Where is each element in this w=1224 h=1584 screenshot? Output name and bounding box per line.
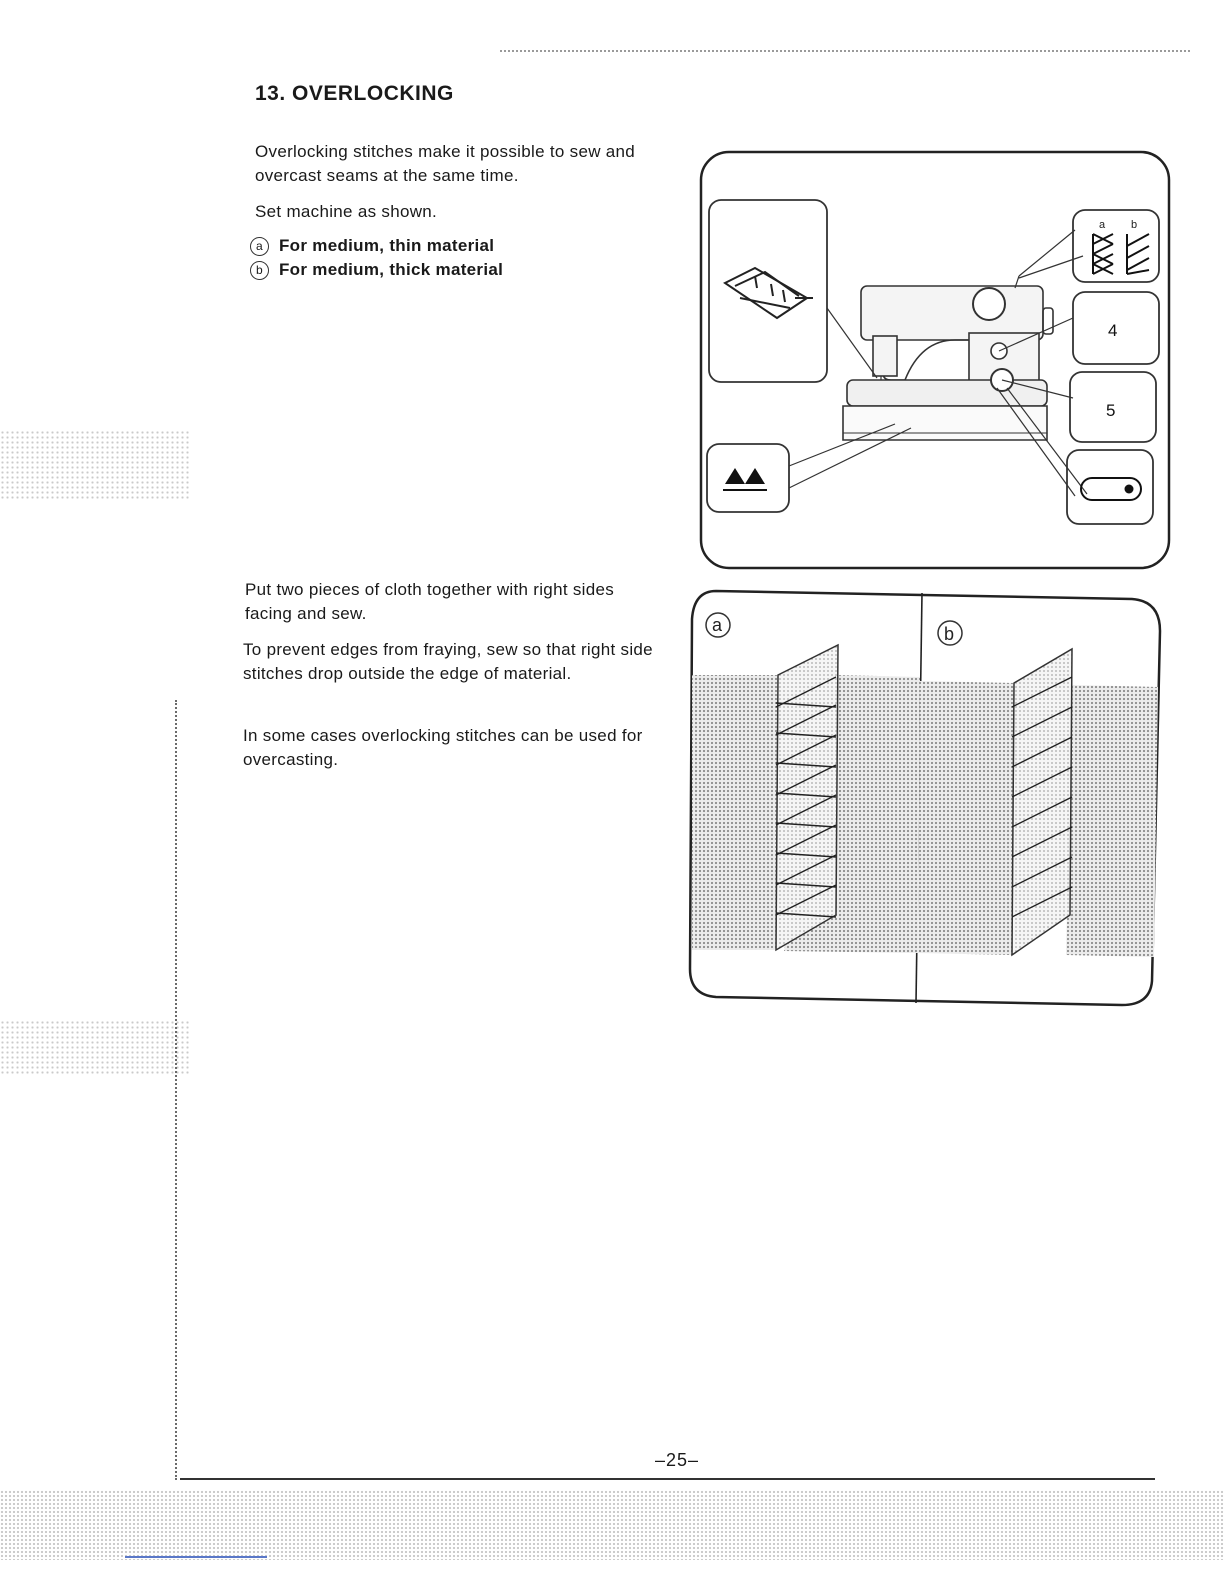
scan-speckle (0, 430, 190, 500)
stitch-length-value: 4 (1108, 321, 1118, 340)
presser-foot-icon (725, 268, 813, 318)
sewing-machine-drawing (843, 276, 1053, 440)
setup-instruction: Set machine as shown. (255, 202, 438, 221)
section-title: 13. OVERLOCKING (255, 82, 454, 105)
fabric-seam-figure (686, 585, 1164, 1010)
panel-b-label: b (944, 624, 955, 644)
stitch-width-callout (1070, 372, 1156, 442)
panel-b (918, 621, 1158, 957)
lever-position-callout (1067, 450, 1153, 524)
marker-b: b (250, 261, 269, 280)
scan-bottom-smudge (0, 1490, 1224, 1560)
scan-blue-line (125, 1556, 267, 1558)
overlock-stitch-a-icon (1093, 234, 1113, 274)
bottom-rule (180, 1478, 1155, 1480)
stitch-width-value: 5 (1106, 401, 1116, 420)
intro-paragraph: Overlocking stitches make it possible to sew and overcast seams at the same time. (255, 142, 636, 185)
presser-foot-inset (709, 200, 827, 382)
option-text: For medium, thick material (279, 260, 504, 279)
leader-lines (789, 230, 1087, 496)
panel-a-label: a (712, 615, 723, 635)
figure-frame (701, 152, 1169, 568)
overlock-stitch-b-icon (1127, 234, 1149, 274)
scan-top-rule (500, 50, 1190, 56)
feed-dog-up-icon (725, 468, 765, 484)
binding-dots (175, 700, 179, 1480)
lever-dot-icon (1125, 485, 1134, 494)
instruction-sides: Put two pieces of cloth together with right sides facing and sew. (245, 580, 615, 623)
marker-a: a (250, 237, 269, 256)
instruction-fraying: To prevent edges from fraying, sew so that right side stitches drop outside the edge of material. (243, 640, 653, 683)
stitch-a-label: a (1099, 219, 1106, 231)
panel-a (692, 613, 920, 953)
scan-speckle (0, 1020, 190, 1075)
feed-dog-inset (707, 444, 789, 512)
stitch-pattern-callout (1073, 210, 1159, 282)
instruction-cases: In some cases overlocking stitches can be used for overcasting. (243, 726, 643, 769)
stitch-b-label: b (1131, 219, 1138, 231)
page-number: –25– (655, 1450, 700, 1470)
machine-settings-figure (695, 148, 1175, 573)
option-thick-material (250, 260, 503, 280)
stitch-length-callout (1073, 292, 1159, 364)
option-thin-material (250, 236, 494, 256)
option-text: For medium, thin material (279, 236, 495, 255)
